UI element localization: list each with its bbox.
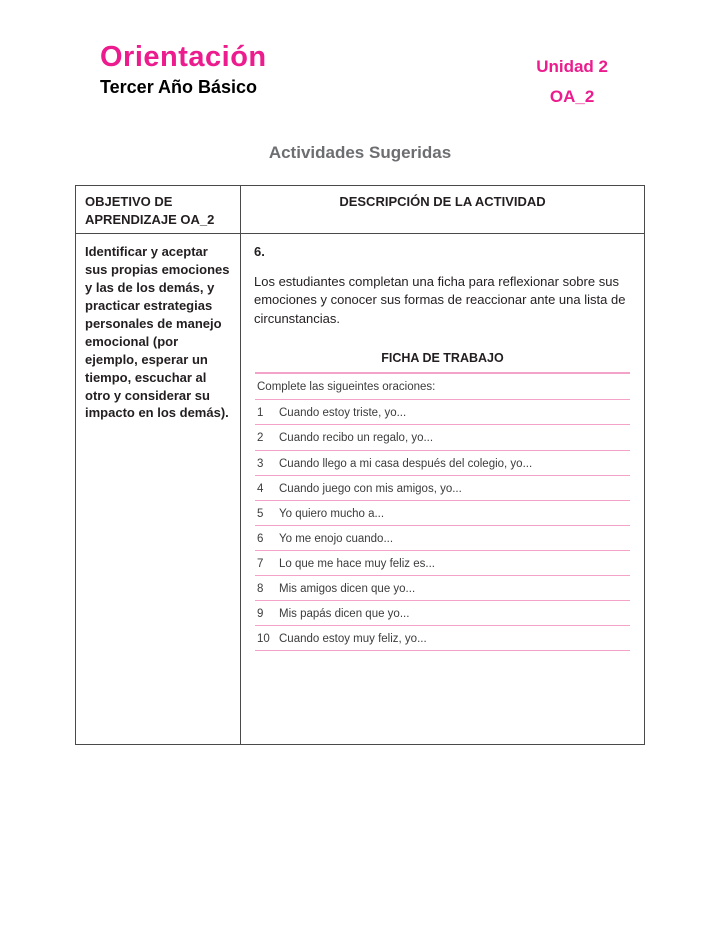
- worksheet-item-text: Yo me enojo cuando...: [279, 532, 394, 545]
- activity-cell: [241, 234, 644, 744]
- worksheet-item: [255, 400, 630, 425]
- document-header-left: [100, 42, 267, 98]
- table-header-objective: OBJETIVO DE APRENDIZAJE OA_2: [76, 186, 241, 234]
- worksheet-item: [255, 451, 630, 476]
- worksheet-item-number: 2: [257, 432, 264, 445]
- worksheet-item-text: Mis papás dicen que yo...: [279, 608, 410, 621]
- section-title: Actividades Sugeridas: [268, 143, 452, 162]
- worksheet-item-text: Yo quiero mucho a...: [279, 507, 385, 520]
- worksheet-item-text: Cuando recibo un regalo, yo...: [279, 432, 434, 445]
- activities-table: [75, 185, 645, 745]
- worksheet-item-number: 6: [257, 532, 264, 545]
- worksheet-item-text: Cuando estoy muy feliz, yo...: [279, 633, 427, 646]
- worksheet-instruction: Complete las sigueintes oraciones:: [255, 374, 630, 400]
- table-header-description: DESCRIPCIÓN DE LA ACTIVIDAD: [241, 186, 644, 234]
- worksheet-item-number: 4: [257, 482, 264, 495]
- oa-code-label: OA_2: [549, 86, 595, 106]
- subject-title: Orientación: [100, 41, 267, 73]
- worksheet: [255, 350, 630, 652]
- worksheet-item-text: Cuando llego a mi casa después del colegio, yo...: [279, 457, 533, 470]
- worksheet-item-text: Lo que me hace muy feliz es...: [279, 557, 435, 570]
- worksheet-item-number: 5: [257, 507, 264, 520]
- activity-description: Los estudiantes completan una ficha para reflexionar sobre sus emociones y conocer sus formas de reaccionar ante una lista de circunstancias.: [254, 274, 626, 326]
- worksheet-item: [255, 551, 630, 576]
- worksheet-item-number: 10: [257, 633, 270, 646]
- worksheet-item-number: 8: [257, 583, 264, 595]
- objective-cell: Identificar y aceptar sus propias emociones y las de los demás, y practicar estrategias personales de manejo emocional (por ejemplo, esperar un tiempo, escuchar al otro y considerar su impacto en los demás).: [76, 234, 241, 744]
- worksheet-item: [255, 526, 630, 551]
- worksheet-item-number: 1: [257, 407, 264, 420]
- activity-number: 6.: [254, 244, 265, 259]
- worksheet-item: [255, 501, 630, 526]
- document-header-right: [536, 52, 608, 112]
- worksheet-item-number: 7: [257, 557, 264, 570]
- worksheet-item: [255, 626, 630, 651]
- worksheet-title: FICHA DE TRABAJO: [255, 350, 630, 375]
- worksheet-item: [255, 476, 630, 501]
- grade-subtitle: Tercer Año Básico: [100, 76, 258, 97]
- worksheet-item-number: 3: [257, 457, 264, 470]
- unit-label: Unidad 2: [536, 57, 608, 76]
- worksheet-item: [255, 601, 630, 626]
- worksheet-item-number: 9: [257, 608, 264, 621]
- worksheet-item-text: Cuando juego con mis amigos, yo...: [279, 482, 462, 495]
- worksheet-item: [255, 576, 630, 601]
- worksheet-item-text: Mis amigos dicen que yo...: [279, 583, 416, 595]
- worksheet-item: [255, 425, 630, 450]
- worksheet-item-text: Cuando estoy triste, yo...: [279, 407, 407, 420]
